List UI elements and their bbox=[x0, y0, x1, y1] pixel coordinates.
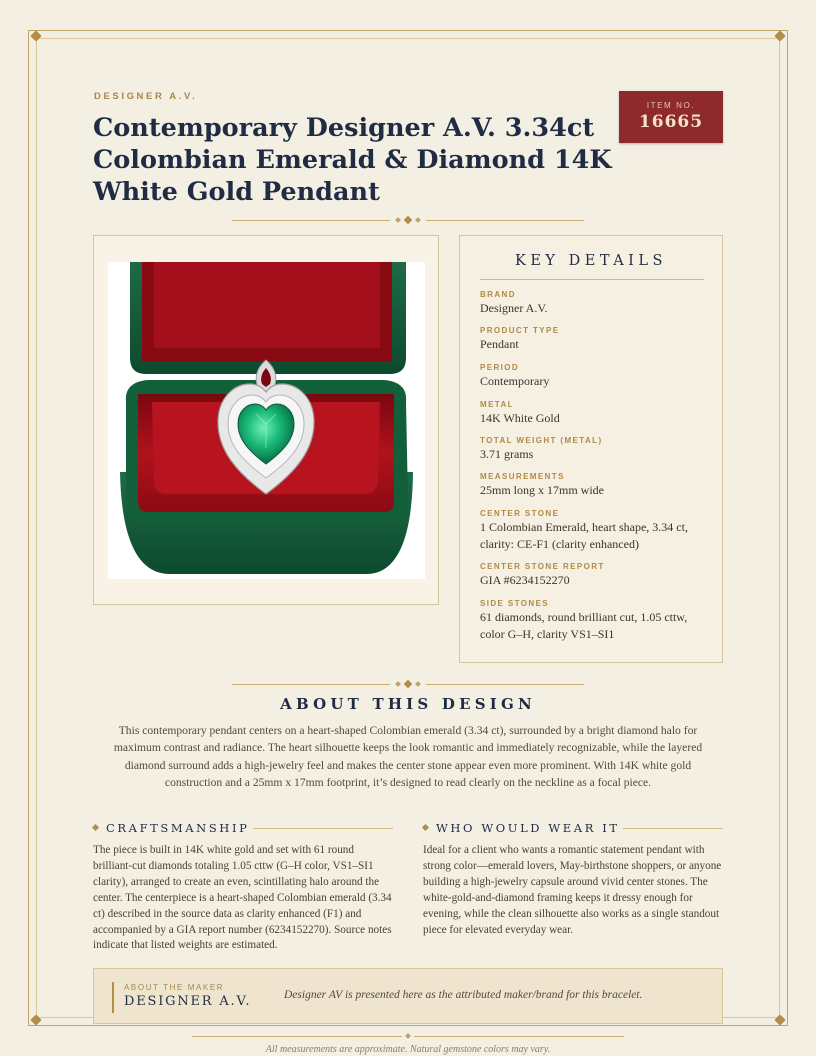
maker-name: DESIGNER A.V. bbox=[124, 994, 252, 1009]
detail-measurements bbox=[480, 472, 700, 499]
diamond-bullet-icon bbox=[92, 824, 99, 831]
wearer-text: Ideal for a client who wants a romantic statement pendant with strong color—emerald lovers, May-birthstone shoppers, or anyone building a high-jewelry capsule around vivid center stones. The white-gold-and-diamond framing keeps it dressy enough for evening, while the clean silhouette also works as a single standout piece for elevated everyday wear. bbox=[423, 844, 722, 936]
about-text: This contemporary pendant centers on a heart-shaped Colombian emerald (3.34 ct), surrounded by a bright diamond halo for maximum contrast and radiance. The heart silhouette keeps the look romantic and immediately recognizable, while the layered diamond surround adds a high-jewelry feel and makes the center stone appear even more prominent. With 14K white gold construction and a 25mm x 17mm footprint, it’s designed to read clearly on the neckline as a focal piece. bbox=[113, 724, 703, 789]
page-title: Contemporary Designer A.V. 3.34ct Colombian Emerald & Diamond 14K White Gold Pendant bbox=[93, 113, 612, 207]
detail-value: 25mm long x 17mm wide bbox=[480, 483, 604, 497]
detail-value: 61 diamonds, round brilliant cut, 1.05 cttw, color G–H, clarity VS1–SI1 bbox=[480, 610, 688, 641]
key-details-heading: KEY DETAILS bbox=[515, 253, 667, 269]
detail-label: PRODUCT TYPE bbox=[480, 326, 560, 335]
footer-divider bbox=[192, 1032, 624, 1041]
detail-product-type bbox=[480, 326, 700, 353]
detail-brand bbox=[480, 290, 700, 317]
wearer-heading bbox=[423, 821, 723, 835]
detail-label: TOTAL WEIGHT (METAL) bbox=[480, 436, 603, 445]
footnote: All measurements are approximate. Natural gemstone colors may vary. bbox=[265, 1044, 551, 1055]
about-maker-box bbox=[93, 968, 723, 1024]
detail-period bbox=[480, 363, 700, 390]
detail-center-stone bbox=[480, 509, 700, 553]
detail-value: 14K White Gold bbox=[480, 411, 560, 425]
detail-total-weight bbox=[480, 436, 700, 463]
craftsmanship-text: The piece is built in 14K white gold and set with 61 round brilliant-cut diamonds totaling 1.05 cttw (G–H color, VS1–SI1 clarity), arranged to create an even, scintillating halo around the center. The centerpiece is a heart-shaped Colombian emerald (3.34 ct) described in the source data as clarity enhanced (F1) and accompanied by a GIA report number (6234152270). Source notes indicate that listed weights are estimated. bbox=[93, 844, 392, 952]
item-number-label: ITEM NO. bbox=[646, 101, 696, 110]
about-divider bbox=[232, 680, 584, 689]
key-details-panel bbox=[459, 235, 723, 663]
detail-value: Designer A.V. bbox=[480, 301, 548, 315]
detail-value: GIA #6234152270 bbox=[480, 573, 570, 587]
detail-value: 3.71 grams bbox=[480, 447, 534, 461]
key-details-rule bbox=[480, 279, 704, 280]
about-heading: ABOUT THIS DESIGN bbox=[280, 695, 536, 713]
detail-center-stone-report bbox=[480, 562, 700, 589]
craftsmanship-heading-text: CRAFTSMANSHIP bbox=[106, 821, 250, 835]
pendant-photo bbox=[108, 262, 425, 579]
title-divider bbox=[232, 216, 584, 225]
item-number-value: 16665 bbox=[638, 112, 704, 132]
detail-value: 1 Colombian Emerald, heart shape, 3.34 ct, clarity: CE-F1 (clarity enhanced) bbox=[480, 520, 688, 551]
detail-label: PERIOD bbox=[480, 363, 520, 372]
detail-value: Pendant bbox=[480, 337, 519, 351]
product-photo-frame bbox=[93, 235, 439, 605]
maker-accent-bar bbox=[112, 982, 114, 1013]
maker-note: Designer AV is presented here as the attributed maker/brand for this bracelet. bbox=[284, 989, 643, 1001]
detail-label: BRAND bbox=[480, 290, 516, 299]
maker-label: ABOUT THE MAKER bbox=[124, 983, 225, 992]
wearer-heading-text: WHO WOULD WEAR IT bbox=[436, 821, 620, 835]
detail-label: CENTER STONE REPORT bbox=[480, 562, 605, 571]
detail-label: METAL bbox=[480, 400, 514, 409]
craftsmanship-heading bbox=[93, 821, 393, 835]
detail-label: CENTER STONE bbox=[480, 509, 560, 518]
diamond-bullet-icon bbox=[422, 824, 429, 831]
detail-value: Contemporary bbox=[480, 374, 550, 388]
detail-side-stones bbox=[480, 599, 700, 643]
designer-eyebrow: DESIGNER A.V. bbox=[94, 91, 198, 102]
item-number-badge bbox=[619, 91, 723, 143]
detail-label: SIDE STONES bbox=[480, 599, 550, 608]
detail-label: MEASUREMENTS bbox=[480, 472, 565, 481]
detail-metal bbox=[480, 400, 700, 427]
